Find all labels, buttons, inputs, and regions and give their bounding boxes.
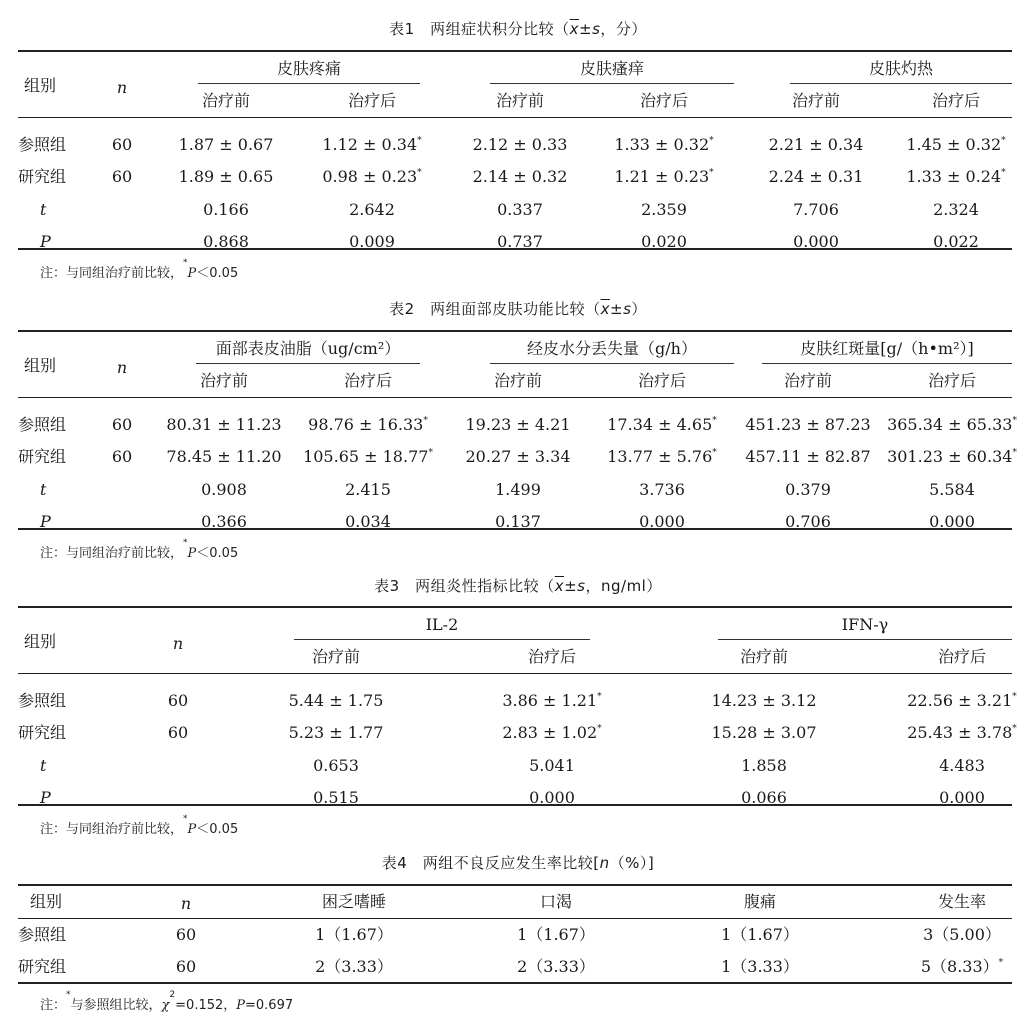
data-value: 451.23 ± 87.23: [745, 415, 871, 434]
table1-caption-xbar: $\overline{x}$: [569, 20, 579, 38]
data-value: 1（1.67）: [721, 925, 799, 944]
row-label: 研究组: [18, 167, 67, 186]
sub-header: 治疗后: [937, 647, 987, 666]
data-cell: [641, 232, 687, 252]
col-header: 腹痛: [743, 892, 777, 911]
data-value: 2.415: [345, 480, 391, 499]
data-cell: [349, 232, 395, 252]
data-cell: [495, 480, 541, 500]
significance-star: *: [1012, 416, 1017, 426]
table4-caption: [0, 852, 1036, 873]
data-cell: [473, 167, 568, 187]
data-cell: [929, 480, 975, 500]
data-value: 0.000: [639, 512, 685, 531]
row-label: t: [40, 756, 47, 775]
data-value: 1.12 ± 0.34: [322, 135, 418, 154]
table3-caption-s: s: [577, 577, 586, 595]
data-cell: [322, 135, 421, 155]
data-cell: [607, 447, 717, 467]
data-cell: [303, 447, 433, 467]
data-value: 2.642: [349, 200, 395, 219]
table1-caption: [0, 18, 1036, 39]
row-n: 60: [111, 415, 133, 434]
data-value: 4.483: [939, 756, 985, 775]
data-value: 13.77 ± 5.76: [607, 447, 713, 466]
group-underline-3: [762, 363, 1012, 364]
data-value: 2（3.33）: [315, 957, 393, 976]
data-cell: [887, 447, 1017, 467]
data-cell: [933, 200, 979, 220]
data-value: 0.000: [929, 512, 975, 531]
table1-note-prefix: 注：与同组治疗前比较，: [40, 266, 184, 281]
data-cell: [517, 925, 595, 945]
col-header-group: 组别: [24, 632, 57, 651]
data-cell: [315, 925, 393, 945]
significance-star: *: [1001, 168, 1006, 178]
sub-header: 治疗后: [927, 371, 977, 390]
row-label: P: [40, 512, 51, 531]
data-cell: [495, 512, 541, 532]
row-label: P: [40, 232, 51, 251]
row-label: P: [40, 788, 51, 807]
data-cell: [907, 723, 1017, 743]
sub-header: 治疗前: [493, 371, 543, 390]
data-value: 2.24 ± 0.31: [768, 167, 864, 186]
header-rule: [18, 918, 1012, 919]
data-value: 2.83 ± 1.02: [502, 723, 598, 742]
data-value: 2（3.33）: [517, 957, 595, 976]
data-value: 365.34 ± 65.33: [887, 415, 1013, 434]
data-value: 1（1.67）: [517, 925, 595, 944]
col-header-n: n: [180, 894, 192, 913]
table3: [18, 606, 1017, 807]
table2: [18, 330, 1017, 531]
data-value: 20.27 ± 3.34: [465, 447, 571, 466]
data-value: 0.000: [793, 232, 839, 251]
data-cell: [607, 415, 717, 435]
data-value: 0.034: [345, 512, 391, 531]
data-cell: [308, 415, 428, 435]
data-value: 78.45 ± 11.20: [166, 447, 282, 466]
table2-caption-prefix: 表2 两组面部皮肤功能比较（: [389, 300, 601, 318]
header-rule: [18, 673, 1012, 674]
data-cell: [939, 756, 985, 776]
data-value: 0.022: [933, 232, 979, 251]
data-value: 0.000: [939, 788, 985, 807]
group-header-1: 面部表皮油脂（ug/cm²）: [215, 339, 401, 358]
table3-note: [40, 814, 239, 837]
header-rule: [18, 397, 1012, 398]
data-cell: [502, 723, 601, 743]
data-value: 2.324: [933, 200, 979, 219]
data-cell: [711, 691, 816, 711]
data-cell: [639, 512, 685, 532]
row-n: 60: [111, 167, 133, 186]
data-value: 0.366: [201, 512, 247, 531]
group-underline-1: [294, 639, 590, 640]
data-value: 0.000: [529, 788, 575, 807]
significance-star: *: [417, 168, 422, 178]
data-value: 15.28 ± 3.07: [711, 723, 817, 742]
table4: [18, 884, 1012, 984]
data-cell: [166, 415, 281, 435]
sub-header: 治疗后: [343, 371, 393, 390]
data-value: 1.499: [495, 480, 541, 499]
data-cell: [203, 200, 249, 220]
data-value: 0.515: [313, 788, 359, 807]
table4-note-prefix: 注：: [40, 998, 67, 1013]
row-n: 60: [175, 957, 197, 976]
data-cell: [529, 756, 575, 776]
group-underline-2: [718, 639, 1012, 640]
group-header-2: 经皮水分丢失量（g/h）: [527, 339, 697, 358]
table1-note: [40, 258, 239, 281]
data-cell: [502, 691, 601, 711]
group-underline-2: [490, 363, 734, 364]
table3-caption: [0, 575, 1036, 596]
sub-header: 治疗后: [527, 647, 577, 666]
table2-caption-s: s: [623, 300, 632, 318]
row-n: 60: [167, 723, 189, 742]
col-header: 口渴: [539, 892, 573, 911]
data-cell: [785, 512, 831, 532]
group-underline-1: [196, 363, 420, 364]
table4-note-chi-sup: 2: [169, 990, 176, 1000]
data-value: 0.020: [641, 232, 687, 251]
table2-note: [40, 538, 239, 561]
col-header: 困乏嗜睡: [321, 892, 387, 911]
data-value: 3.736: [639, 480, 685, 499]
col-header-n: n: [116, 78, 128, 97]
group-header-1: IL-2: [425, 615, 459, 634]
data-value: 301.23 ± 60.34: [887, 447, 1013, 466]
table3-caption-prefix: 表3 两组炎性指标比较（: [374, 577, 555, 595]
data-cell: [929, 512, 975, 532]
data-cell: [465, 415, 570, 435]
table4-note-chi: χ: [161, 998, 170, 1013]
top-rule: [18, 884, 1012, 886]
group-header-2: 皮肤瘙痒: [579, 59, 645, 78]
data-value: 0.706: [785, 512, 831, 531]
data-value: 14.23 ± 3.12: [711, 691, 817, 710]
table1-caption-suffix: ，分）: [600, 20, 647, 38]
data-cell: [887, 415, 1017, 435]
data-value: 80.31 ± 11.23: [166, 415, 282, 434]
data-value: 1.21 ± 0.23: [614, 167, 710, 186]
group-header-3: 皮肤灼热: [868, 59, 934, 78]
data-cell: [933, 232, 979, 252]
sub-header: 治疗前: [783, 371, 833, 390]
data-cell: [179, 167, 274, 187]
data-value: 17.34 ± 4.65: [607, 415, 713, 434]
row-label: 研究组: [18, 447, 67, 466]
data-cell: [711, 723, 816, 743]
table3-caption-pm: ±: [564, 577, 578, 595]
data-cell: [639, 480, 685, 500]
data-value: 19.23 ± 4.21: [465, 415, 571, 434]
row-label: t: [40, 480, 47, 499]
data-value: 1.858: [741, 756, 787, 775]
table1: [18, 50, 1012, 250]
data-value: 5.44 ± 1.75: [288, 691, 384, 710]
sub-header: 治疗后: [347, 91, 397, 110]
data-cell: [741, 788, 787, 808]
data-cell: [497, 232, 543, 252]
table2-caption: [0, 298, 1036, 319]
data-value: 0.98 ± 0.23: [322, 167, 418, 186]
table4-note-star: *: [66, 990, 71, 1000]
data-cell: [166, 447, 281, 467]
table2-note-suffix: ＜0.05: [196, 546, 239, 561]
data-cell: [529, 788, 575, 808]
table1-note-star: *: [183, 258, 188, 268]
top-rule: [18, 330, 1012, 332]
significance-star: *: [597, 692, 602, 702]
table1-note-suffix: ＜0.05: [196, 266, 239, 281]
data-cell: [465, 447, 570, 467]
table2-note-star: *: [183, 538, 188, 548]
data-cell: [201, 480, 247, 500]
data-value: 0.908: [201, 480, 247, 499]
data-cell: [345, 512, 391, 532]
data-cell: [497, 200, 543, 220]
significance-star: *: [1001, 136, 1006, 146]
table2-caption-xbar: $\overline{x}$: [600, 300, 610, 318]
data-cell: [201, 512, 247, 532]
data-cell: [939, 788, 985, 808]
data-cell: [203, 232, 249, 252]
table3-note-prefix: 注：与同组治疗前比较，: [40, 822, 184, 837]
data-value: 2.21 ± 0.34: [768, 135, 864, 154]
data-value: 0.868: [203, 232, 249, 251]
row-label: 参照组: [18, 925, 67, 944]
data-value: 2.359: [641, 200, 687, 219]
sub-header: 治疗前: [311, 647, 361, 666]
table3-caption-xbar: $\overline{x}$: [554, 577, 565, 595]
data-cell: [745, 415, 870, 435]
table4-note-p: P: [236, 998, 246, 1013]
row-n: 60: [167, 691, 189, 710]
data-cell: [921, 957, 1003, 977]
significance-star: *: [1012, 448, 1017, 458]
table1-caption-pm: ±: [579, 20, 593, 38]
data-cell: [785, 480, 831, 500]
table4-note: [40, 990, 294, 1013]
col-header-n: n: [116, 358, 128, 377]
data-value: 1.33 ± 0.24: [906, 167, 1002, 186]
data-cell: [179, 135, 274, 155]
data-cell: [769, 167, 864, 187]
data-value: 0.737: [497, 232, 543, 251]
table4-note-chi-val: =0.152，: [175, 998, 237, 1013]
data-cell: [907, 691, 1017, 711]
data-value: 0.166: [203, 200, 249, 219]
data-value: 0.379: [785, 480, 831, 499]
significance-star: *: [712, 416, 717, 426]
significance-star: *: [423, 416, 428, 426]
group-header-3: 皮肤红斑量[g/（h•m²）]: [800, 339, 974, 358]
data-cell: [289, 691, 384, 711]
col-header-group: 组别: [30, 892, 63, 911]
table2-caption-pm: ±: [610, 300, 624, 318]
data-value: 2.14 ± 0.32: [472, 167, 568, 186]
bottom-rule: [18, 982, 1012, 984]
row-label: 参照组: [18, 135, 67, 154]
significance-star: *: [712, 448, 717, 458]
header-rule: [18, 117, 1012, 118]
data-cell: [322, 167, 421, 187]
table1-caption-prefix: 表1 两组症状积分比较（: [389, 20, 570, 38]
table4-caption-prefix: 表4 两组不良反应发生率比较[: [381, 854, 600, 872]
data-cell: [313, 788, 359, 808]
data-cell: [614, 135, 713, 155]
data-value: 1.89 ± 0.65: [178, 167, 274, 186]
data-value: 5（8.33）: [920, 957, 999, 976]
col-header-group: 组别: [24, 356, 57, 375]
table2-caption-suffix: ）: [631, 300, 647, 318]
data-value: 1.45 ± 0.32: [906, 135, 1002, 154]
data-value: 0.137: [495, 512, 541, 531]
data-value: 2.12 ± 0.33: [472, 135, 568, 154]
significance-star: *: [709, 168, 714, 178]
group-underline-2: [490, 83, 734, 84]
data-cell: [769, 135, 864, 155]
data-value: 0.337: [497, 200, 543, 219]
table4-note-mid: 与参照组比较，: [70, 998, 162, 1013]
table2-note-p: P: [187, 546, 197, 561]
data-cell: [793, 232, 839, 252]
sub-header: 治疗后: [931, 91, 981, 110]
data-value: 98.76 ± 16.33: [308, 415, 424, 434]
significance-star: *: [428, 448, 433, 458]
table3-note-suffix: ＜0.05: [196, 822, 239, 837]
data-cell: [517, 957, 595, 977]
row-label: t: [40, 200, 47, 219]
col-header: 发生率: [937, 892, 987, 911]
group-header-2: IFN-γ: [841, 615, 889, 634]
data-value: 0.653: [313, 756, 359, 775]
significance-star: *: [998, 958, 1004, 968]
bottom-rule: [18, 804, 1012, 806]
row-n: 60: [111, 447, 133, 466]
significance-star: *: [417, 136, 422, 146]
table3-note-p: P: [187, 822, 197, 837]
data-value: 1.87 ± 0.67: [178, 135, 274, 154]
data-cell: [906, 167, 1005, 187]
row-n: 60: [175, 925, 197, 944]
data-value: 1（3.33）: [721, 957, 799, 976]
significance-star: *: [597, 724, 602, 734]
data-cell: [721, 925, 799, 945]
top-rule: [18, 50, 1012, 52]
sub-header: 治疗前: [739, 647, 789, 666]
col-header-n: n: [172, 634, 184, 653]
data-cell: [473, 135, 568, 155]
data-value: 3（5.00）: [923, 925, 1001, 944]
data-cell: [345, 480, 391, 500]
row-label: 研究组: [18, 957, 67, 976]
data-cell: [923, 925, 1001, 945]
data-value: 5.584: [929, 480, 975, 499]
data-cell: [641, 200, 687, 220]
table4-caption-n: n: [599, 854, 610, 872]
data-value: 1（1.67）: [315, 925, 393, 944]
table2-note-prefix: 注：与同组治疗前比较，: [40, 546, 184, 561]
table3-note-star: *: [183, 814, 188, 824]
row-label: 研究组: [18, 723, 67, 742]
data-cell: [906, 135, 1005, 155]
table1-caption-s: s: [592, 20, 601, 38]
sub-header: 治疗前: [791, 91, 841, 110]
data-cell: [315, 957, 393, 977]
sub-header: 治疗前: [201, 91, 251, 110]
data-cell: [349, 200, 395, 220]
row-label: 参照组: [18, 691, 67, 710]
table1-note-p: P: [187, 266, 197, 281]
significance-star: *: [1012, 692, 1017, 702]
col-header-group: 组别: [24, 76, 57, 95]
row-n: 60: [111, 135, 133, 154]
significance-star: *: [1012, 724, 1017, 734]
row-label: 参照组: [18, 415, 67, 434]
data-value: 5.23 ± 1.77: [288, 723, 384, 742]
data-cell: [289, 723, 384, 743]
data-value: 105.65 ± 18.77: [303, 447, 429, 466]
sub-header: 治疗后: [637, 371, 687, 390]
data-value: 22.56 ± 3.21: [907, 691, 1013, 710]
table3-caption-suffix: ，ng/ml）: [585, 577, 662, 595]
table4-note-p-val: =0.697: [245, 998, 294, 1013]
sub-header: 治疗前: [199, 371, 249, 390]
data-value: 25.43 ± 3.78: [907, 723, 1013, 742]
top-rule: [18, 606, 1012, 608]
significance-star: *: [709, 136, 714, 146]
data-cell: [313, 756, 359, 776]
data-cell: [793, 200, 839, 220]
data-value: 7.706: [793, 200, 839, 219]
data-value: 457.11 ± 82.87: [745, 447, 871, 466]
data-cell: [745, 447, 870, 467]
group-underline-3: [790, 83, 1012, 84]
data-value: 0.009: [349, 232, 395, 251]
sub-header: 治疗后: [639, 91, 689, 110]
group-underline-1: [198, 83, 420, 84]
group-header-1: 皮肤疼痛: [276, 59, 342, 78]
sub-header: 治疗前: [495, 91, 545, 110]
data-value: 3.86 ± 1.21: [502, 691, 598, 710]
data-cell: [614, 167, 713, 187]
data-value: 0.066: [741, 788, 787, 807]
table4-caption-suffix: （%）]: [609, 854, 655, 872]
data-cell: [721, 957, 799, 977]
data-value: 5.041: [529, 756, 575, 775]
data-value: 1.33 ± 0.32: [614, 135, 710, 154]
data-cell: [741, 756, 787, 776]
